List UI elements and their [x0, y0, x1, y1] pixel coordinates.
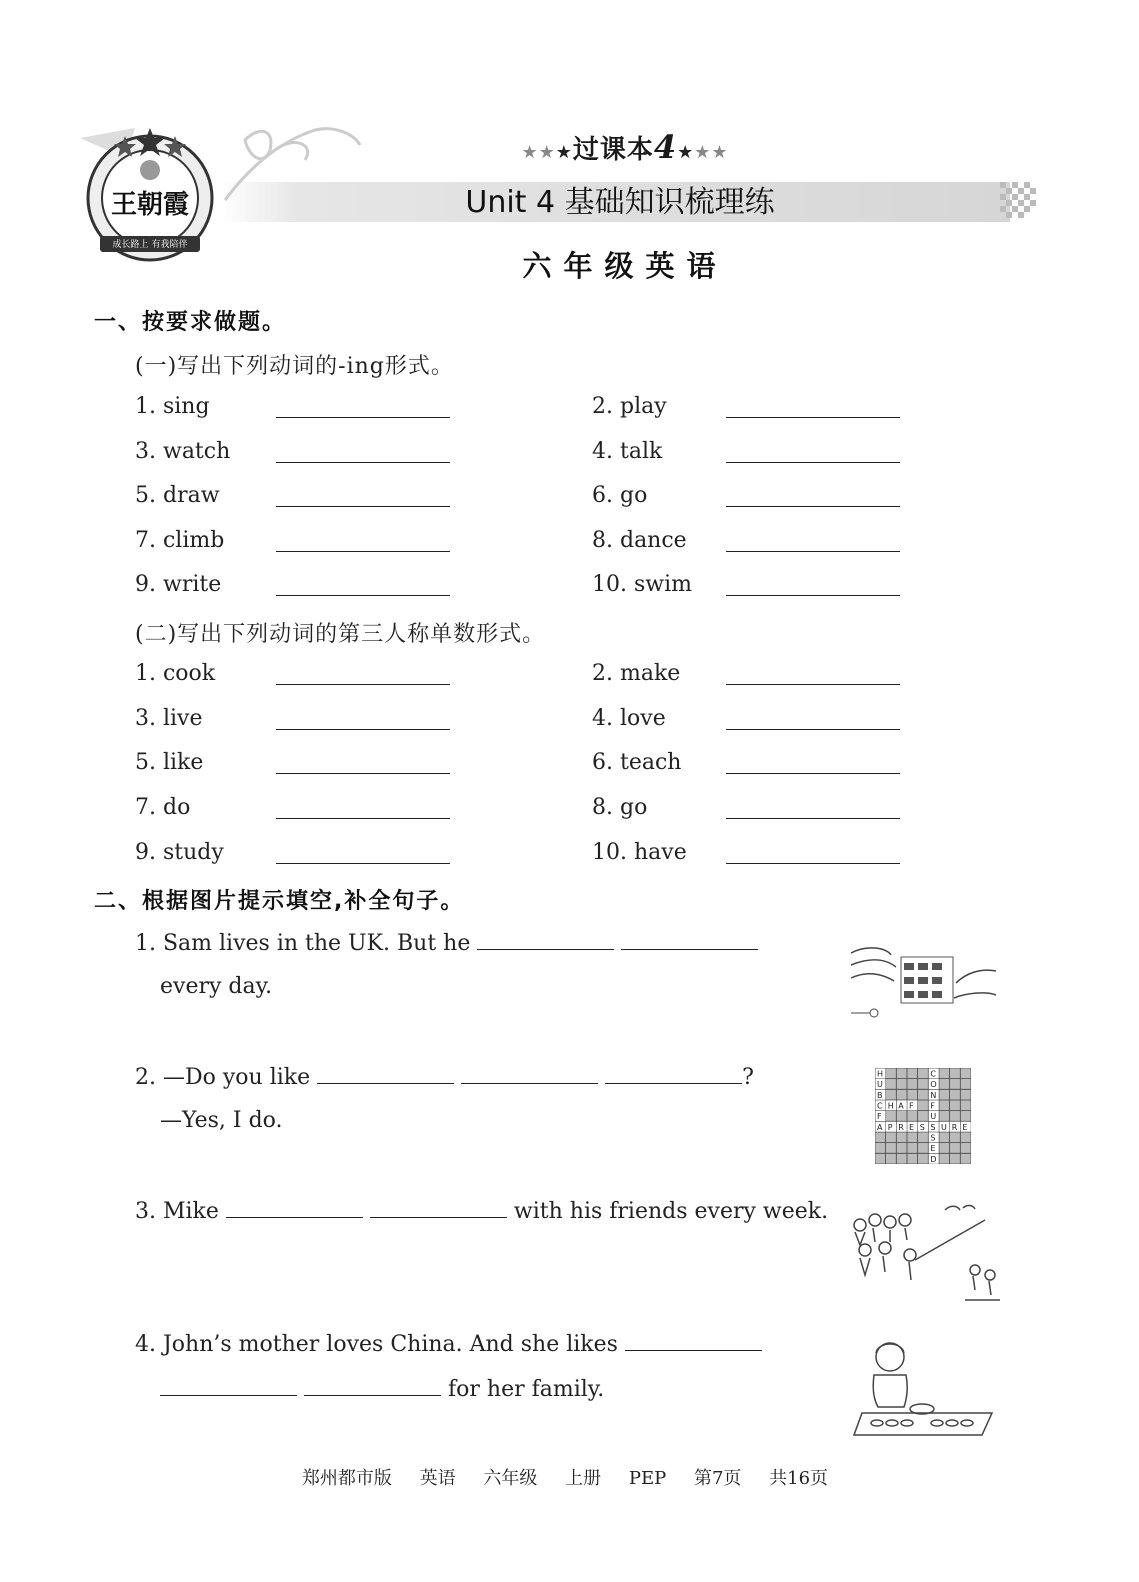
- star-icon: ★: [694, 142, 712, 163]
- logo-motto-right: 有我陪伴: [151, 240, 188, 250]
- answer-blank[interactable]: [276, 863, 450, 864]
- answer-blank[interactable]: [276, 462, 450, 463]
- answer-blank[interactable]: [625, 1330, 762, 1351]
- footer-total-pages: 共16页: [769, 1468, 829, 1489]
- crossword-letter: E: [930, 1144, 936, 1154]
- answer-blank[interactable]: [477, 929, 614, 950]
- crossword-letter: U: [930, 1112, 937, 1122]
- question-1-line-2: every day.: [160, 974, 273, 999]
- answer-blank[interactable]: [304, 1375, 441, 1396]
- footer-grade: 六年级: [483, 1468, 538, 1489]
- crossword-letter: F: [930, 1101, 936, 1111]
- third-person-item: 10. have: [592, 840, 687, 865]
- question-2-line-1: [135, 1063, 754, 1090]
- answer-blank[interactable]: [726, 773, 900, 774]
- crossword-letter: H: [887, 1101, 894, 1111]
- cooking-worksheet-picture: [846, 943, 998, 1023]
- answer-blank[interactable]: [276, 729, 450, 730]
- star-icon: ★: [521, 142, 539, 163]
- answer-blank[interactable]: [461, 1063, 598, 1084]
- crossword-letter: S: [919, 1122, 925, 1132]
- crossword-letter: A: [877, 1122, 883, 1132]
- third-person-item: 3. live: [135, 706, 203, 731]
- answer-blank[interactable]: [726, 729, 900, 730]
- q4-text-a: 4. John’s mother loves China. And she likes: [135, 1332, 618, 1357]
- footer-publisher: PEP: [628, 1468, 667, 1489]
- crossword-letter: R: [951, 1122, 958, 1132]
- ing-item: 4. talk: [592, 439, 663, 464]
- crossword-letter: S: [930, 1133, 936, 1143]
- crossword-picture: [875, 1068, 971, 1164]
- crossword-letter: E: [962, 1122, 968, 1132]
- page-footer: [0, 1464, 1130, 1490]
- crossword-letter: O: [930, 1080, 937, 1090]
- crossword-letter: N: [930, 1090, 937, 1100]
- answer-blank[interactable]: [726, 506, 900, 507]
- q1-text-a: 1. Sam lives in the UK. But he: [135, 931, 471, 956]
- answer-blank[interactable]: [726, 462, 900, 463]
- crossword-letter: A: [898, 1101, 904, 1111]
- q3-text-a: 3. Mike: [135, 1199, 219, 1224]
- ing-item: 7. climb: [135, 528, 225, 553]
- brand-logo: [80, 118, 230, 268]
- q3-text-b: with his friends every week.: [513, 1199, 829, 1224]
- ing-item: 1. sing: [135, 394, 210, 419]
- footer-volume: 上册: [565, 1468, 602, 1489]
- kicker-text: 过课本: [572, 135, 654, 165]
- ing-item: 6. go: [592, 483, 648, 508]
- crossword-letter: E: [909, 1122, 915, 1132]
- ing-item: 2. play: [592, 394, 667, 419]
- ing-item: 9. write: [135, 572, 222, 597]
- question-4-line-2: [160, 1375, 604, 1402]
- question-4-line-1: [135, 1330, 762, 1357]
- crossword-letter: R: [898, 1122, 904, 1132]
- part-2-heading: (二)写出下列动词的第三人称单数形式。: [135, 622, 546, 647]
- answer-blank[interactable]: [605, 1063, 742, 1084]
- answer-blank[interactable]: [317, 1063, 454, 1084]
- answer-blank[interactable]: [276, 417, 450, 418]
- third-person-item: 5. like: [135, 750, 204, 775]
- logo-motto-left: 成长路上: [112, 240, 149, 250]
- crossword-letter: C: [930, 1069, 936, 1079]
- question-2-line-2: —Yes, I do.: [160, 1108, 283, 1133]
- third-person-item: 7. do: [135, 795, 191, 820]
- third-person-item: 1. cook: [135, 661, 216, 686]
- answer-blank[interactable]: [621, 929, 758, 950]
- banner-checker-decoration: [1000, 182, 1038, 222]
- crossword-letter: U: [877, 1080, 883, 1090]
- third-person-item: 2. make: [592, 661, 681, 686]
- q2-question-mark: ?: [742, 1065, 754, 1090]
- star-icon: ★: [711, 142, 729, 163]
- question-3-line-1: [135, 1197, 828, 1224]
- logo-motto: [102, 237, 198, 250]
- answer-blank[interactable]: [726, 818, 900, 819]
- section-2-heading: 二、根据图片提示填空,补全句子。: [94, 889, 465, 914]
- question-1-line-1: [135, 929, 758, 956]
- answer-blank[interactable]: [726, 417, 900, 418]
- kicker-label: [500, 128, 750, 166]
- answer-blank[interactable]: [370, 1197, 507, 1218]
- crossword-letter: C: [877, 1101, 883, 1111]
- kids-kite-flying-picture: [845, 1200, 1000, 1305]
- star-icon: ★: [555, 142, 573, 163]
- kicker-number: 4: [653, 128, 678, 166]
- ing-item: 8. dance: [592, 528, 687, 553]
- third-person-item: 9. study: [135, 840, 224, 865]
- third-person-item: 6. teach: [592, 750, 682, 775]
- q4-text-b: for her family.: [448, 1377, 605, 1402]
- answer-blank[interactable]: [276, 595, 450, 596]
- answer-blank[interactable]: [276, 684, 450, 685]
- crossword-letter: D: [930, 1154, 937, 1164]
- crossword-grid-icon: [875, 1068, 971, 1164]
- ing-item: 3. watch: [135, 439, 231, 464]
- footer-page-number: 第7页: [693, 1468, 742, 1489]
- answer-blank[interactable]: [160, 1375, 297, 1396]
- footer-edition: 郑州都市版: [301, 1468, 392, 1489]
- answer-blank[interactable]: [276, 773, 450, 774]
- crossword-letter: P: [887, 1122, 893, 1132]
- logo-brand-text: 王朝霞: [110, 190, 189, 220]
- answer-blank[interactable]: [226, 1197, 363, 1218]
- crossword-letter: B: [877, 1090, 883, 1100]
- answer-blank[interactable]: [726, 551, 900, 552]
- crossword-letter: F: [877, 1112, 882, 1122]
- third-person-item: 4. love: [592, 706, 666, 731]
- ing-item: 5. draw: [135, 483, 220, 508]
- answer-blank[interactable]: [726, 595, 900, 596]
- q2-text-a: 2. —Do you like: [135, 1065, 311, 1090]
- third-person-item: 8. go: [592, 795, 648, 820]
- part-1-heading: (一)写出下列动词的-ing形式。: [135, 354, 454, 379]
- answer-blank[interactable]: [276, 818, 450, 819]
- answer-blank[interactable]: [726, 684, 900, 685]
- star-icon: ★: [538, 142, 556, 163]
- star-icon: ★: [677, 142, 695, 163]
- crossword-letter: S: [930, 1122, 936, 1132]
- answer-blank[interactable]: [276, 506, 450, 507]
- crossword-letter: U: [941, 1122, 947, 1132]
- answer-blank[interactable]: [276, 551, 450, 552]
- section-1-heading: 一、按要求做题。: [94, 310, 287, 335]
- page-title: Unit 4 基础知识梳理练: [465, 185, 775, 220]
- ing-item: 10. swim: [592, 572, 692, 597]
- footer-subject: 英语: [419, 1468, 456, 1489]
- crossword-letter: F: [909, 1101, 914, 1111]
- answer-blank[interactable]: [726, 863, 900, 864]
- page-subtitle: 六年级英语: [522, 249, 728, 283]
- mother-cooking-dumplings-picture: [852, 1335, 997, 1443]
- crossword-letter: H: [877, 1069, 884, 1079]
